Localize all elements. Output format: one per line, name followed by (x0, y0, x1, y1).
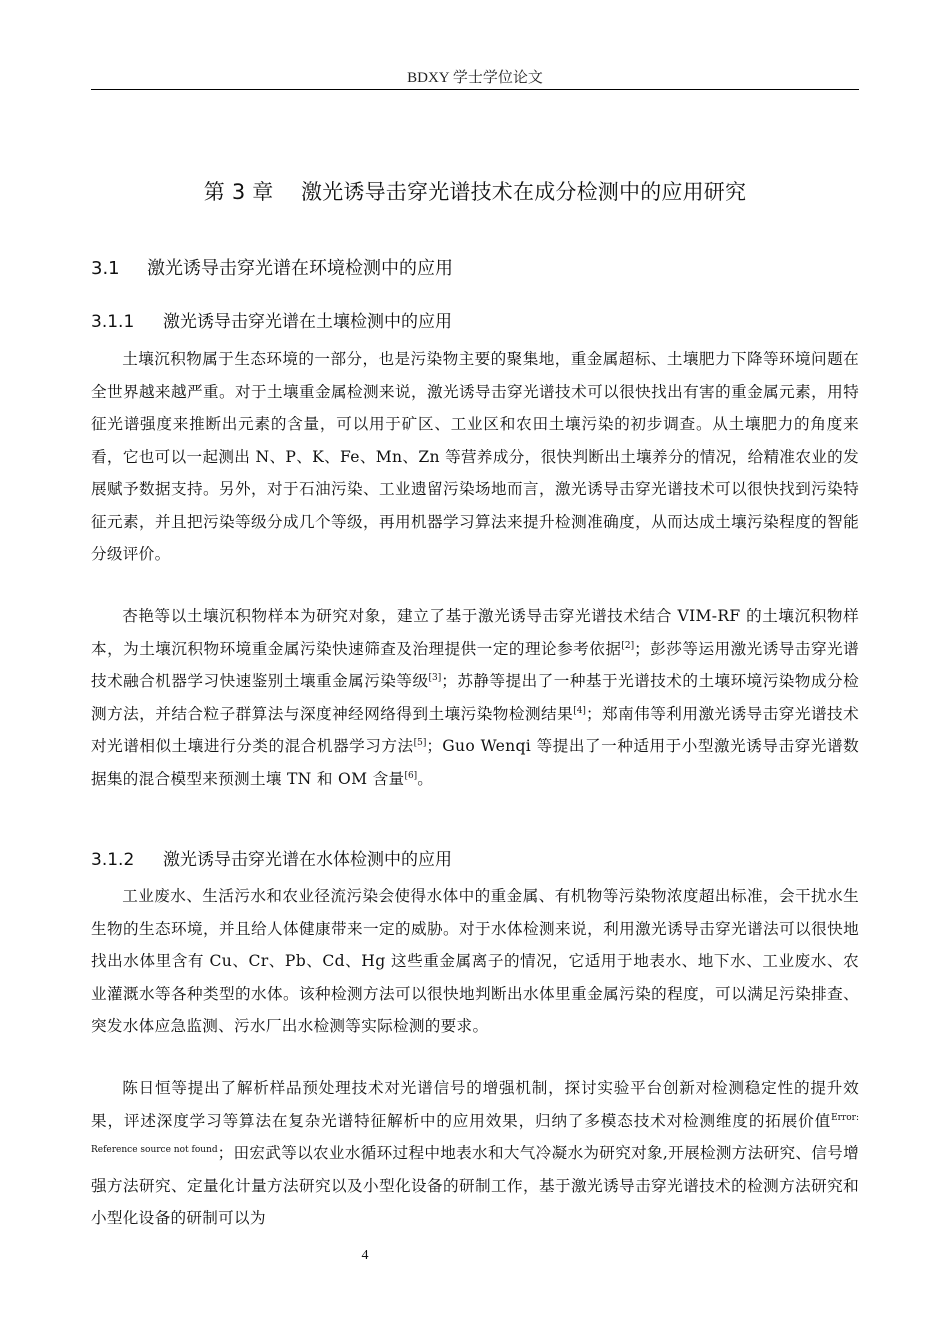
text: ；郑南伟等利用激光诱导击穿光谱技术对光谱相似土壤进行分类的混合机器学习方法 (91, 704, 859, 755)
citation-ref: [2] (621, 640, 635, 651)
section-title: 激光诱导击穿光谱在环境检测中的应用 (147, 258, 453, 279)
text: ；田宏武等以农业水循环过程中地表水和大气冷凝水为研究对象,开展检测方法研究、信号增强方法研究、定量化计量方法研究以及小型化设备的研制工作，基于激光诱导击穿光谱技术的检测方法研究和小型化设备的研制可以为 (91, 1144, 859, 1227)
citation-ref: [3] (428, 673, 442, 683)
text: ；苏静等提出了一种基于光谱技术的土壤环境污染物成分检测方法，并结合粒子群算法与深度神经网络得到土壤污染物检测结果 (91, 672, 859, 723)
text: ；彭莎等运用激光诱导击穿光谱技术融合机器学习快速鉴别土壤重金属污染等级 (91, 639, 859, 690)
paragraph-water-studies (91, 1072, 859, 1235)
reference-error: Error: Reference source not found (91, 1112, 859, 1155)
paragraph-soil-intro: 土壤沉积物属于生态环境的一部分，也是污染物主要的聚集地，重金属超标、土壤肥力下降等环境问题在全世界越来越严重。对于土壤重金属检测来说，激光诱导击穿光谱技术可以很快找出有害的重金属元素，用特征光谱强度来推断出元素的含量，可以用于矿区、工业区和农田土壤污染的初步调查。从土壤肥力的角度来看，它也可以一起测出 N、P、K、Fe、Mn、Zn 等营养成分，很快判断出土壤养分的情况，给精准农业的发展赋予数据支持。另外，对于石油污染、工业遗留污染场地而言，激光诱导击穿光谱技术可以很快找到污染特征元素，并且把污染等级分成几个等级，再用机器学习算法来提升检测准确度，从而达成土壤污染程度的智能分级评价。 (91, 350, 859, 563)
text: 。 (417, 769, 434, 788)
subsection-title: 激光诱导击穿光谱在土壤检测中的应用 (163, 312, 452, 332)
text: ；Guo Wenqi 等提出了一种适用于小型激光诱导击穿光谱数据集的混合模型来预测土壤 TN 和 OM 含量 (91, 737, 859, 788)
citation-ref: [4] (573, 705, 586, 716)
text: 杏艳等以土壤沉积物样本为研究对象，建立了基于激光诱导击穿光谱技术结合 VIM-RF 的土壤沉积物样本，为土壤沉积物环境重金属污染快速筛查及治理提供一定的理论参考依据 (91, 607, 859, 658)
subsection-heading-water (91, 845, 452, 870)
header-rule (91, 89, 859, 90)
section-heading (91, 254, 453, 280)
page-header: BDXY 学士学位论文 (407, 70, 543, 86)
text: 陈日恒等提出了解析样品预处理技术对光谱信号的增强机制，探讨实验平台创新对检测稳定性的提升效果，评述深度学习等算法在复杂光谱特征解析中的应用效果，归纳了多模态技术对检测维度的拓展价值 (91, 1079, 859, 1130)
paragraph-soil-studies (91, 600, 859, 795)
section-number: 3.1 (91, 258, 120, 279)
page-number: 4 (361, 1248, 369, 1263)
citation-ref: [6] (404, 770, 418, 781)
paragraph-water-intro: 工业废水、生活污水和农业径流污染会使得水体中的重金属、有机物等污染物浓度超出标准，会干扰水生生物的生态环境，并且给人体健康带来一定的威胁。对于水体检测来说，利用激光诱导击穿光谱法可以很快地找出水体里含有 Cu、Cr、Pb、Cd、Hg 这些重金属离子的情况，它适用于地表水、地下水、工业废水、农业灌溉水等各种类型的水体。该种检测方法可以很快地判断出水体里重金属污染的程度，可以满足污染排查、突发水体应急监测、污水厂出水检测等实际检测的要求。 (91, 887, 859, 1035)
subsection-heading-soil (91, 307, 452, 332)
subsection-number: 3.1.1 (91, 312, 135, 332)
citation-ref: [5] (413, 738, 427, 748)
subsection-title: 激光诱导击穿光谱在水体检测中的应用 (163, 850, 452, 870)
chapter-title: 第 3 章 激光诱导击穿光谱技术在成分检测中的应用研究 (203, 180, 747, 204)
subsection-number: 3.1.2 (91, 850, 135, 870)
